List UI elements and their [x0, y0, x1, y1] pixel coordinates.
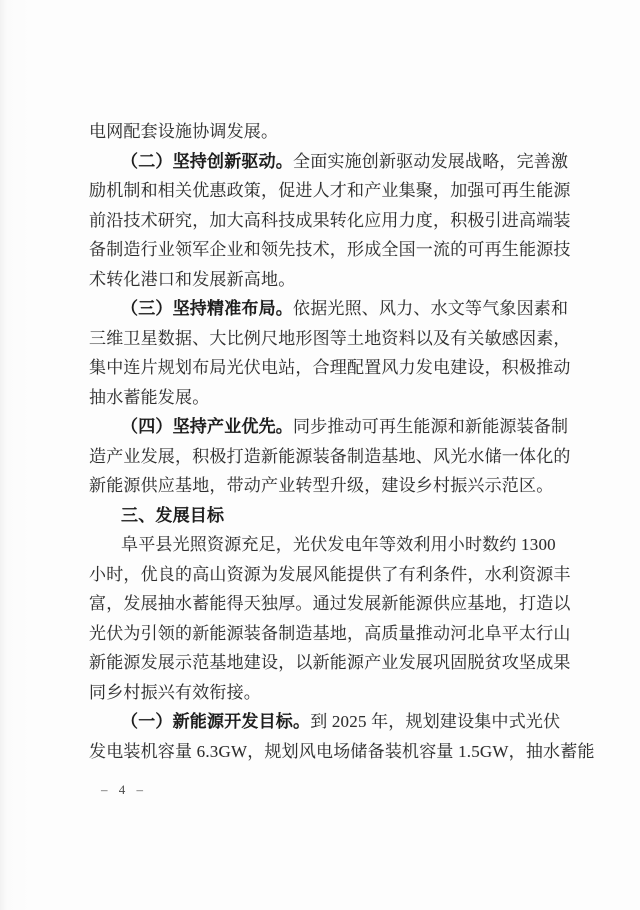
- text-line: 前沿技术研究，加大高科技成果转化应用力度，积极引进高端装: [89, 210, 571, 230]
- text-line: 术转化港口和发展新高地。: [89, 269, 296, 289]
- section-heading-line: （四）坚持产业优先。同步推动可再生能源和新能源装备制: [121, 417, 569, 436]
- text-line: 小时，优良的高山资源为发展风能提供了有利条件，水利资源丰: [89, 564, 571, 584]
- text-line: 同乡村振兴有效衔接。: [89, 682, 261, 702]
- text-line: 集中连片规划布局光伏电站，合理配置风力发电建设，积极推动: [89, 358, 571, 377]
- text-line: 光伏为引领的新能源装备制造基地，高质量推动河北阜平太行山: [89, 623, 571, 643]
- text-line: 抽水蓄能发展。: [89, 387, 210, 407]
- text-line: 发电装机容量 6.3GW，规划风电场储备装机容量 1.5GW，抽水蓄能: [89, 741, 595, 761]
- text-line: 备制造行业领军企业和领先技术，形成全国一流的可再生能源技: [89, 240, 571, 259]
- text-line: 阜平县光照资源充足，光伏发电年等效利用小时数约 1300: [121, 535, 556, 554]
- text-line: 富，发展抽水蓄能得天独厚。通过发展新能源供应基地，打造以: [89, 594, 571, 613]
- text-line: 新能源发展示范基地建设，以新能源产业发展巩固脱贫攻坚成果: [89, 653, 571, 672]
- chapter-heading-line: 三、发展目标: [121, 505, 225, 525]
- text-line: 励机制和相关优惠政策，促进人才和产业集聚，加强可再生能源: [89, 181, 571, 200]
- section-heading-line: （三）坚持精准布局。依据光照、风力、水文等气象因素和: [121, 299, 569, 318]
- document-body: [89, 117, 595, 766]
- text-line: 三维卫星数据、大比例尺地形图等土地资料以及有关敏感因素，: [89, 328, 571, 348]
- text-line: 电网配套设施协调发展。: [89, 122, 279, 141]
- text-line: 新能源供应基地，带动产业转型升级，建设乡村振兴示范区。: [89, 476, 554, 495]
- section-heading-line: （一）新能源开发目标。到 2025 年，规划建设集中式光伏: [121, 712, 561, 731]
- text-line: 造产业发展，积极打造新能源装备制造基地、风光水储一体化的: [89, 446, 571, 466]
- section-heading-line: （二）坚持创新驱动。全面实施创新驱动发展战略，完善激: [121, 151, 569, 171]
- page-number: – 4 –: [101, 782, 147, 797]
